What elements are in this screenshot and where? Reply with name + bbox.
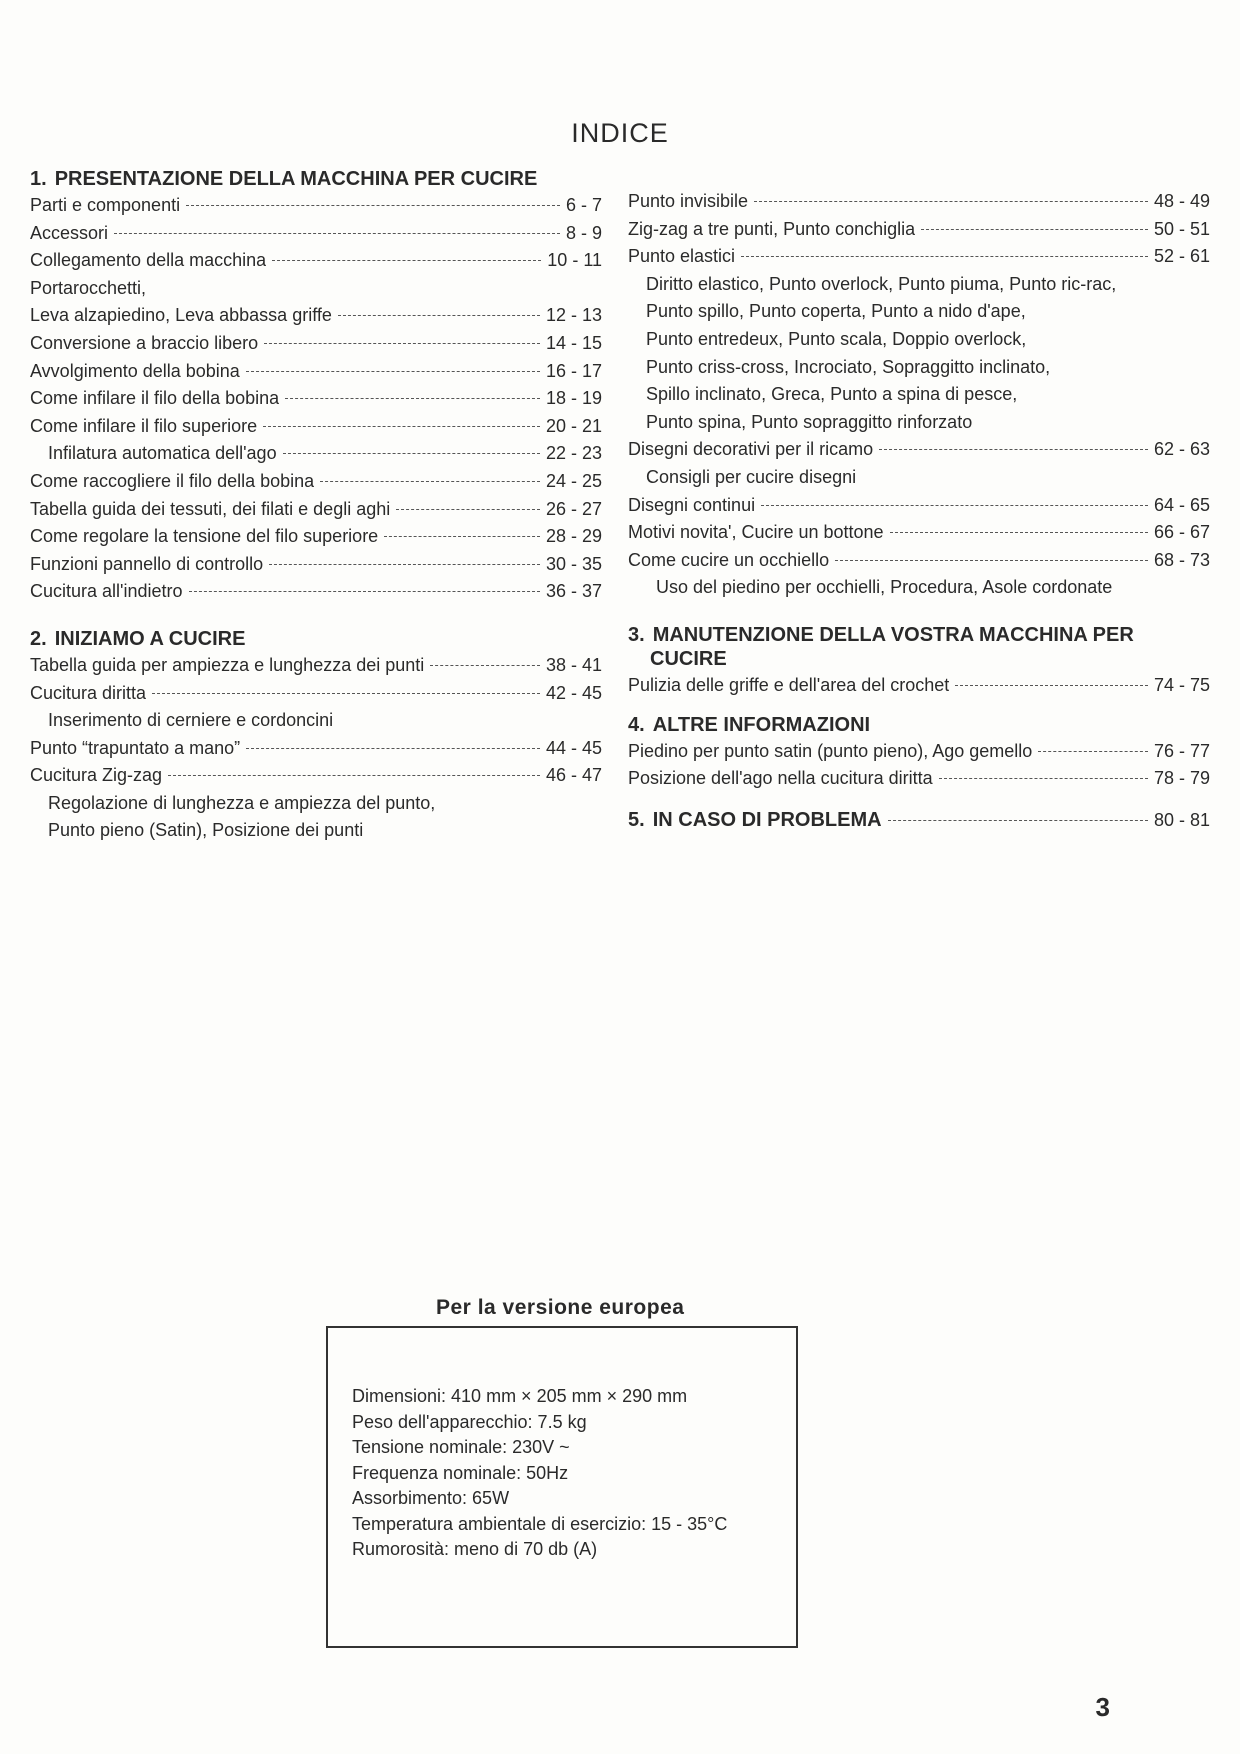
toc-pages: 46 - 47	[545, 765, 602, 786]
toc-entry[interactable]	[30, 192, 602, 220]
toc-entry[interactable]	[628, 492, 1210, 520]
toc-label: Come infilare il filo superiore	[30, 415, 258, 436]
dot-leader	[754, 201, 1148, 202]
dot-leader	[263, 426, 540, 427]
toc-label: Tabella guida dei tessuti, dei filati e degli aghi	[30, 498, 391, 519]
dot-leader	[396, 509, 540, 510]
toc-left-column	[30, 168, 602, 845]
toc-entry[interactable]	[30, 330, 602, 358]
toc-label: Conversione a braccio libero	[30, 332, 259, 353]
toc-entry[interactable]	[30, 220, 602, 248]
toc-subline: Punto spillo, Punto coperta, Punto a nido d'ape,	[646, 301, 1026, 322]
dot-leader	[246, 371, 540, 372]
toc-entry[interactable]	[628, 672, 1210, 700]
toc-label: Cucitura diritta	[30, 682, 147, 703]
toc-subline: Uso del piedino per occhielli, Procedura, Asole cordonate	[656, 577, 1113, 598]
toc-entry[interactable]	[628, 243, 1210, 271]
section-3-heading-line2: CUCIRE	[650, 647, 727, 670]
toc-label: Punto elastici	[628, 246, 736, 267]
toc-subline: Punto pieno (Satin), Posizione dei punti	[48, 820, 364, 841]
toc-label: Tabella guida per ampiezza e lunghezza dei punti	[30, 654, 425, 675]
dot-leader	[835, 560, 1148, 561]
toc-entry[interactable]	[30, 551, 602, 579]
toc-entry[interactable]	[628, 216, 1210, 244]
section-2-heading	[30, 628, 602, 650]
toc-label: Pulizia delle griffe e dell'area del crochet	[628, 674, 950, 695]
toc-entry[interactable]	[628, 188, 1210, 216]
toc-pages: 38 - 41	[545, 654, 602, 675]
toc-label: Piedino per punto satin (punto pieno), Ago gemello	[628, 740, 1033, 761]
toc-label: Accessori	[30, 222, 109, 243]
toc-pages: 42 - 45	[545, 682, 602, 703]
toc-subline: Inserimento di cerniere e cordoncini	[48, 710, 334, 731]
toc-pages: 14 - 15	[545, 332, 602, 353]
section-spacer	[30, 606, 602, 628]
section-spacer	[628, 602, 1210, 624]
toc-pages: 50 - 51	[1153, 218, 1210, 239]
toc-pages: 30 - 35	[545, 553, 602, 574]
dot-leader	[955, 685, 1148, 686]
toc-pages: 44 - 45	[545, 737, 602, 758]
dot-leader	[921, 229, 1148, 230]
page-title: INDICE	[571, 118, 669, 148]
toc-pages: 68 - 73	[1153, 549, 1210, 570]
section-spacer	[628, 700, 1210, 714]
toc-entry[interactable]	[30, 385, 602, 413]
toc-subline: Punto criss-cross, Incrociato, Sopraggitto inclinato,	[646, 356, 1051, 377]
page-number: 3	[1095, 1692, 1110, 1722]
toc-pages: 80 - 81	[1153, 809, 1210, 830]
toc-pages: 8 - 9	[565, 222, 602, 243]
toc-entry[interactable]	[628, 436, 1210, 464]
section-title: ALTRE INFORMAZIONI	[652, 713, 871, 736]
dot-leader	[1038, 751, 1148, 752]
toc-entry[interactable]	[628, 519, 1210, 547]
dot-leader	[168, 775, 540, 776]
toc-entry[interactable]	[628, 547, 1210, 575]
spec-line: Peso dell'apparecchio: 7.5 kg	[352, 1411, 587, 1432]
toc-pages: 12 - 13	[545, 305, 602, 326]
toc-subline: Punto spina, Punto sopraggitto rinforzato	[646, 411, 973, 432]
dot-leader	[283, 453, 540, 454]
toc-entry[interactable]	[30, 523, 602, 551]
toc-pages: 18 - 19	[545, 388, 602, 409]
toc-label: Cucitura Zig-zag	[30, 765, 163, 786]
dot-leader	[761, 505, 1148, 506]
toc-entry[interactable]	[30, 440, 602, 468]
dot-leader	[430, 665, 540, 666]
toc-entry[interactable]	[30, 735, 602, 763]
toc-pages: 52 - 61	[1153, 246, 1210, 267]
toc-entry[interactable]	[30, 680, 602, 708]
toc-label: Avvolgimento della bobina	[30, 360, 240, 381]
toc-label: Punto invisibile	[628, 191, 749, 211]
toc-pages: 22 - 23	[545, 443, 602, 464]
toc-label: Come raccogliere il filo della bobina	[30, 470, 315, 491]
toc-pages: 16 - 17	[545, 360, 602, 381]
toc-label: Funzioni pannello di controllo	[30, 553, 264, 574]
spec-line: Tensione nominale: 230V ~	[352, 1437, 570, 1457]
dot-leader	[890, 532, 1148, 533]
toc-label: Punto “trapuntato a mano”	[30, 737, 241, 758]
toc-right-column	[628, 188, 1210, 834]
toc-entry[interactable]	[30, 413, 602, 441]
section-number: 3.	[628, 623, 645, 646]
dot-leader	[741, 256, 1148, 257]
dot-leader	[114, 233, 560, 234]
toc-pages: 62 - 63	[1153, 439, 1210, 460]
dot-leader	[939, 778, 1148, 779]
section-3-heading	[628, 624, 1210, 646]
toc-label: Parti e componenti	[30, 195, 181, 215]
toc-pages: 28 - 29	[545, 526, 602, 547]
toc-pages: 36 - 37	[545, 581, 602, 602]
toc-label: Infilatura automatica dell'ago	[48, 443, 277, 464]
toc-pages: 48 - 49	[1153, 191, 1210, 211]
dot-leader	[272, 260, 541, 261]
spec-line: Temperatura ambientale di esercizio: 15 - 35°C	[352, 1513, 728, 1534]
spec-line: Rumorosità: meno di 70 db (A)	[352, 1539, 598, 1559]
toc-subline: Spillo inclinato, Greca, Punto a spina di pesce,	[646, 384, 1018, 405]
section-4-heading	[628, 714, 1210, 736]
toc-label: Posizione dell'ago nella cucitura diritta	[628, 768, 933, 789]
dot-leader	[269, 564, 540, 565]
dot-leader	[888, 820, 1148, 821]
spec-line: Dimensioni: 410 mm × 205 mm × 290 mm	[352, 1386, 688, 1406]
toc-pages: 64 - 65	[1153, 494, 1210, 515]
dot-leader	[189, 591, 540, 592]
toc-entry[interactable]	[628, 765, 1210, 793]
section-number: 5.	[628, 808, 645, 831]
dot-leader	[285, 398, 540, 399]
toc-pages: 6 - 7	[565, 195, 602, 215]
toc-entry[interactable]	[30, 468, 602, 496]
dot-leader	[246, 748, 540, 749]
toc-entry[interactable]	[30, 247, 602, 275]
section-5-heading[interactable]	[628, 807, 1210, 835]
section-number: 1.	[30, 168, 47, 190]
toc-entry[interactable]	[30, 762, 602, 790]
toc-entry[interactable]	[30, 358, 602, 386]
toc-label: Leva alzapiedino, Leva abbassa griffe	[30, 305, 332, 326]
section-1-heading	[30, 168, 602, 190]
toc-pages: 10 - 11	[547, 250, 602, 271]
dot-leader	[384, 536, 540, 537]
toc-label: Come cucire un occhiello	[628, 549, 830, 570]
toc-label: Cucitura all'indietro	[30, 581, 183, 602]
toc-entry[interactable]	[30, 302, 602, 330]
section-title: MANUTENZIONE DELLA VOSTRA MACCHINA PER	[652, 623, 1134, 646]
toc-pages: 26 - 27	[545, 498, 602, 519]
toc-subline: Diritto elastico, Punto overlock, Punto piuma, Punto ric-rac,	[646, 273, 1117, 294]
toc-label: Disegni continui	[628, 494, 756, 515]
toc-pages: 78 - 79	[1153, 768, 1210, 789]
spec-line: Assorbimento: 65W	[352, 1488, 510, 1508]
toc-label: Disegni decorativi per il ricamo	[628, 439, 874, 460]
toc-entry[interactable]	[30, 496, 602, 524]
toc-subline: Consigli per cucire disegni	[646, 466, 857, 487]
section-title: INIZIAMO A CUCIRE	[54, 627, 246, 650]
toc-subline: Regolazione di lunghezza e ampiezza del punto,	[48, 792, 436, 813]
toc-label: Come regolare la tensione del filo superiore	[30, 526, 379, 547]
toc-label: Come infilare il filo della bobina	[30, 388, 280, 409]
toc-subline: Portarocchetti,	[30, 277, 147, 298]
toc-label: Motivi novita', Cucire un bottone	[628, 522, 884, 543]
dot-leader	[186, 205, 560, 206]
dot-leader	[152, 693, 540, 694]
dot-leader	[879, 449, 1148, 450]
toc-pages: 20 - 21	[545, 415, 602, 436]
specs-box	[326, 1326, 798, 1648]
toc-entry[interactable]	[30, 652, 602, 680]
toc-pages: 74 - 75	[1153, 674, 1210, 695]
section-title: IN CASO DI PROBLEMA	[652, 808, 882, 831]
toc-label: Collegamento della macchina	[30, 250, 267, 271]
toc-pages: 66 - 67	[1153, 522, 1210, 543]
section-number: 2.	[30, 627, 47, 650]
dot-leader	[264, 343, 540, 344]
toc-subline: Punto entredeux, Punto scala, Doppio overlock,	[646, 328, 1027, 349]
toc-pages: 24 - 25	[545, 470, 602, 491]
toc-pages: 76 - 77	[1153, 740, 1210, 761]
dot-leader	[338, 315, 540, 316]
section-number: 4.	[628, 713, 645, 736]
toc-entry[interactable]	[628, 738, 1210, 766]
section-spacer	[628, 793, 1210, 807]
specs-title: Per la versione europea	[436, 1296, 685, 1319]
dot-leader	[320, 481, 540, 482]
toc-label: Zig-zag a tre punti, Punto conchiglia	[628, 218, 916, 239]
toc-entry[interactable]	[30, 578, 602, 606]
spec-line: Frequenza nominale: 50Hz	[352, 1462, 569, 1483]
section-title: PRESENTAZIONE DELLA MACCHINA PER CUCIRE	[54, 168, 538, 190]
